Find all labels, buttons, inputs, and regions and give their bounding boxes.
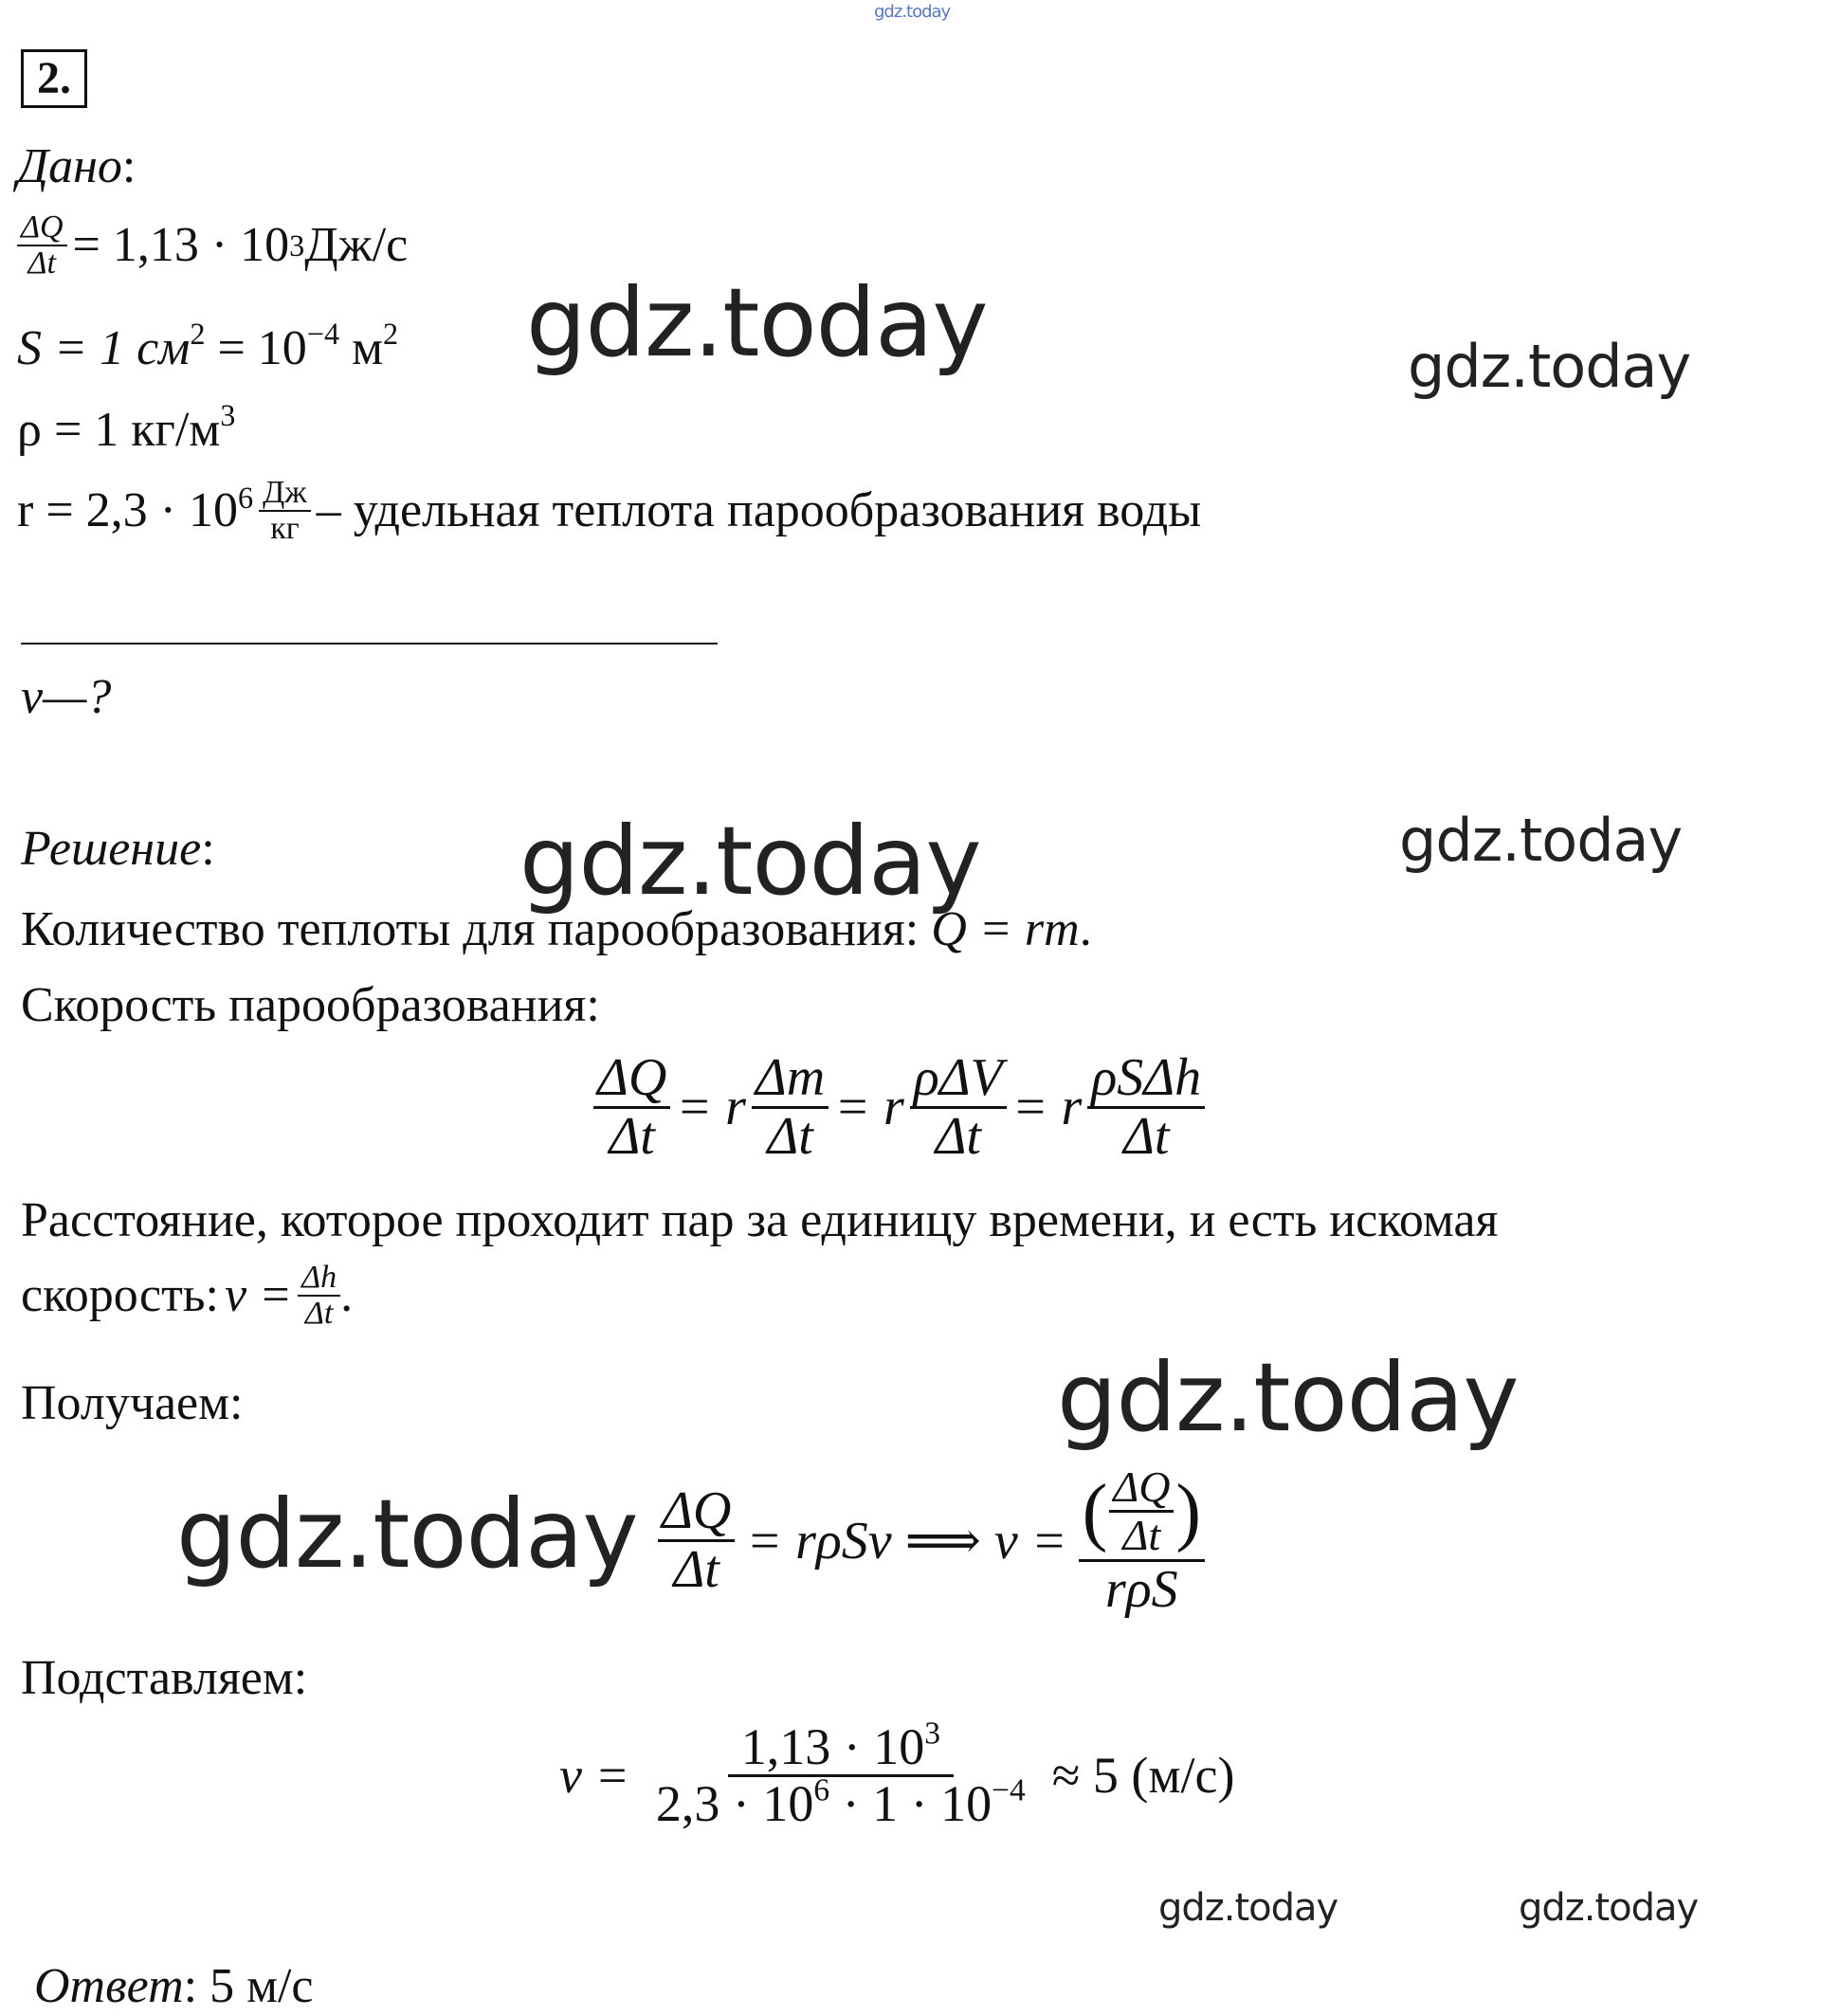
watermark: gdz.today xyxy=(519,806,981,917)
watermark-top: gdz.today xyxy=(874,2,951,22)
given-density-pre: ρ = 1 кг/м xyxy=(17,403,221,457)
eq3-rhs: ≈ 5 (м/с) xyxy=(1051,1747,1235,1805)
given-density xyxy=(17,398,236,457)
watermark: gdz.today xyxy=(1519,1886,1699,1930)
answer-colon: : xyxy=(183,1959,198,2013)
eq1-eq1: = r xyxy=(676,1078,746,1137)
eq1-eq3: = r xyxy=(1011,1078,1083,1137)
eq3-lhs: v = xyxy=(559,1747,629,1805)
given-heat-unit-den: кг xyxy=(270,510,300,546)
eq2-paren-close: ) xyxy=(1175,1469,1202,1553)
solution-line4-end: . xyxy=(340,1268,354,1323)
watermark: gdz.today xyxy=(176,1479,638,1589)
given-divider xyxy=(21,643,718,645)
solution-line4-math: v = xyxy=(224,1268,293,1323)
given-area-unit: м xyxy=(339,321,384,375)
eq3-den-exp2: −4 xyxy=(992,1771,1026,1807)
watermark: gdz.today xyxy=(1408,332,1691,401)
eq1-frac3-num: ρΔV xyxy=(910,1050,1007,1109)
eq3-den-text: 2,3 · 10 xyxy=(655,1774,814,1832)
solution-line4-frac-num: Δh xyxy=(298,1261,340,1297)
eq1-frac2 xyxy=(752,1050,829,1165)
equation-rate xyxy=(588,1050,1211,1165)
solution-line3: Расстояние, которое проходит пар за единицу времени, и есть искомая xyxy=(21,1193,1499,1247)
given-power-value: = 1,13 · 10 xyxy=(72,218,290,273)
eq1-frac2-den: Δt xyxy=(767,1106,813,1166)
equation-velocity xyxy=(652,1464,1211,1617)
eq1-frac1 xyxy=(593,1050,670,1165)
solution-line2: Скорость парообразования: xyxy=(21,978,600,1032)
given-heat-unit-fraction xyxy=(259,476,311,545)
given-power-den: Δt xyxy=(27,245,56,281)
eq1-eq2: = r xyxy=(834,1078,904,1137)
given-power: $\frac{\Delta Q}{\Delta t}$ = 1,13 · 10 3 Дж/с xyxy=(17,210,408,280)
eq3-den xyxy=(643,1771,1039,1832)
equation-substitution xyxy=(559,1716,1235,1832)
eq3-num-exp: 3 xyxy=(924,1716,940,1752)
eq2-frac1-den: Δt xyxy=(673,1540,719,1600)
eq1-frac4-den: Δt xyxy=(1123,1106,1170,1166)
solution-colon: : xyxy=(201,822,215,876)
given-area-pre: S = 1 см xyxy=(17,321,191,375)
eq3-num-text: 1,13 · 10 xyxy=(740,1718,925,1775)
eq2-frac2 xyxy=(1079,1464,1206,1617)
task-number xyxy=(21,49,87,108)
eq2-paren-open: ( xyxy=(1082,1469,1108,1553)
given-area-exp1: 2 xyxy=(190,317,206,352)
eq1-frac4-num: ρSΔh xyxy=(1087,1050,1205,1109)
solution-line4-frac xyxy=(298,1261,340,1330)
given-power-num: ΔQ xyxy=(17,210,67,246)
given-area xyxy=(17,317,399,375)
eq3-den-mid: · 1 · 10 xyxy=(829,1774,992,1832)
eq2-mid: = rρSv ⟹ v = xyxy=(746,1512,1067,1571)
eq2-frac1-num: ΔQ xyxy=(658,1483,735,1542)
eq3-num xyxy=(728,1716,954,1777)
given-heat: r = 2,3 · 10 $^6$ $\frac{Дж}{кг}$ – удельная теплота парообразования воды xyxy=(17,475,1202,546)
eq3-frac xyxy=(643,1716,1039,1832)
solution-line1-math: Q = rm xyxy=(931,902,1080,956)
eq3-den-exp1: 6 xyxy=(813,1771,830,1807)
solution-line4-text: скорость: xyxy=(21,1268,219,1323)
solution-line1-end: . xyxy=(1079,902,1092,956)
eq2-inner-den: Δt xyxy=(1122,1511,1161,1560)
answer-label: Ответ xyxy=(34,1959,184,2013)
eq2-inner-num: ΔQ xyxy=(1109,1464,1174,1513)
eq1-frac1-den: Δt xyxy=(609,1106,655,1166)
solution-label xyxy=(21,822,215,876)
answer-value: 5 м/с xyxy=(197,1959,314,2013)
eq2-frac2-num xyxy=(1079,1464,1206,1562)
watermark: gdz.today xyxy=(1399,806,1683,875)
eq1-frac3-den: Δt xyxy=(935,1106,981,1166)
watermark: gdz.today xyxy=(1158,1886,1338,1930)
given-area-mid: = 10 xyxy=(205,321,307,375)
watermark: gdz.today xyxy=(1057,1342,1519,1453)
solution-line4-frac-den: Δt xyxy=(304,1295,334,1331)
eq2-inner-frac xyxy=(1109,1464,1174,1559)
eq1-frac3 xyxy=(910,1050,1007,1165)
watermark: gdz.today xyxy=(526,267,988,378)
solution-line4 xyxy=(21,1261,353,1330)
given-label-text: Дано xyxy=(17,139,122,193)
task-number-text: 2. xyxy=(37,53,71,103)
solution-line6: Подставляем: xyxy=(21,1651,308,1705)
eq1-frac1-num: ΔQ xyxy=(593,1050,670,1109)
eq1-frac4 xyxy=(1087,1050,1205,1165)
answer xyxy=(34,1959,314,2013)
given-heat-desc: – удельная теплота парообразования воды xyxy=(316,483,1202,538)
given-heat-pre: r = 2,3 · 10 xyxy=(17,483,238,538)
find-label: v—? xyxy=(21,670,112,724)
given-power-unit: Дж/с xyxy=(304,218,409,273)
eq2-frac2-den: rρS xyxy=(1104,1559,1178,1619)
solution-line5: Получаем: xyxy=(21,1376,244,1430)
eq1-frac2-num: Δm xyxy=(752,1050,829,1109)
given-area-exp2: −4 xyxy=(306,317,340,352)
eq2-frac1 xyxy=(658,1483,735,1598)
solution-label-text: Решение xyxy=(21,822,202,876)
given-colon: : xyxy=(121,139,137,193)
given-label xyxy=(17,139,137,193)
given-area-exp3: 2 xyxy=(383,317,399,352)
given-power-fraction xyxy=(17,210,67,280)
given-heat-unit-num: Дж xyxy=(259,476,311,512)
given-density-exp: 3 xyxy=(220,398,236,433)
solution-line1-text: Количество теплоты для парообразования: xyxy=(21,902,932,956)
